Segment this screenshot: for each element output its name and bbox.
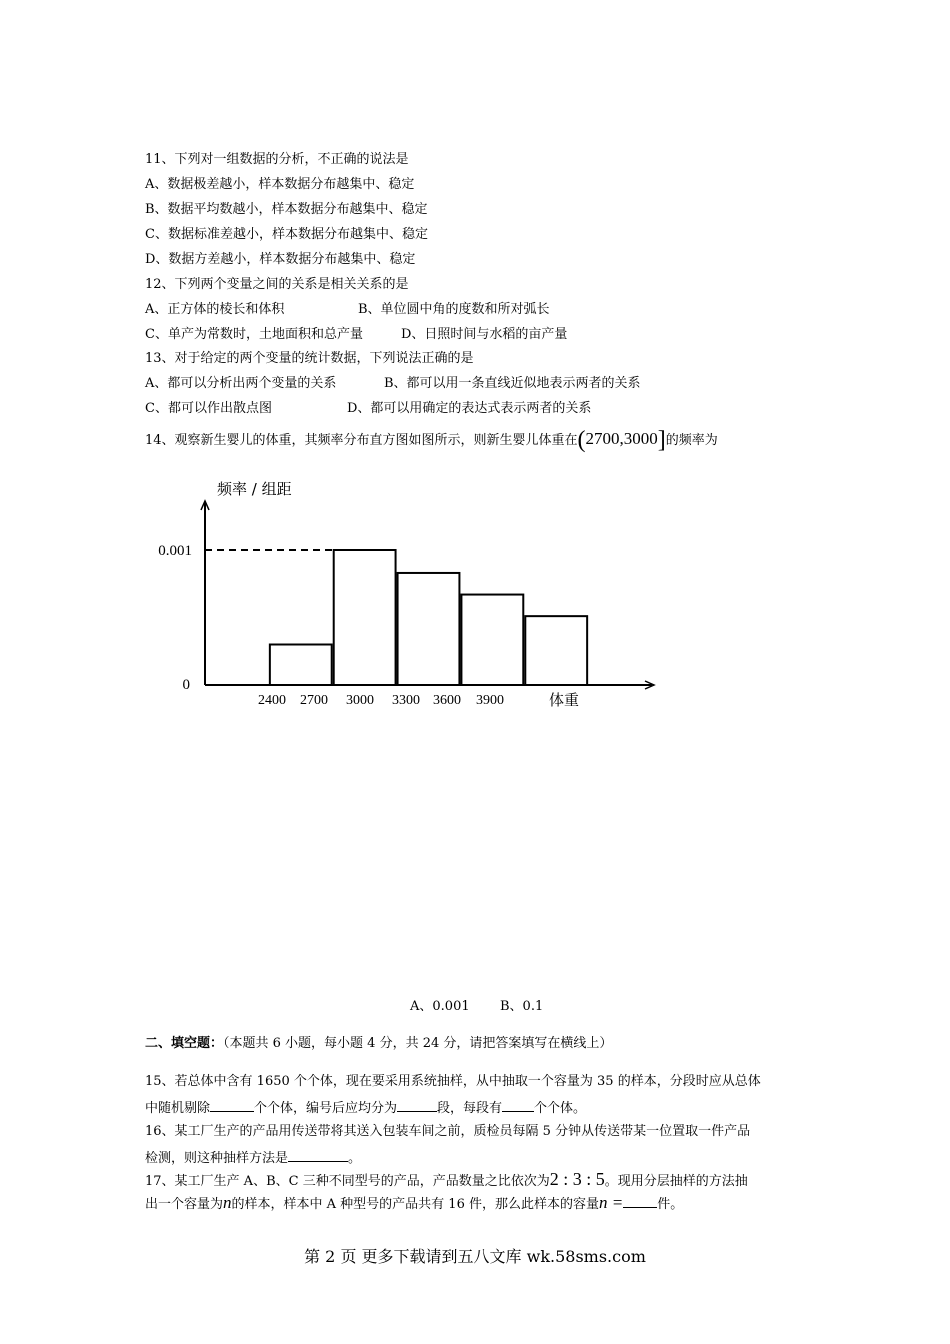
x-tick-label: 3300 [392, 693, 420, 708]
y-tick-label-max: 0.001 [158, 543, 192, 559]
x-tick-label: 3600 [433, 693, 461, 708]
q15-line1: 15、若总体中含有 1650 个个体，现在要采用系统抽样，从中抽取一个容量为 35 的样本，分段时应从总体 [145, 1074, 761, 1089]
q11-option-d: D、数据方差越小，样本数据分布越集中、稳定 [145, 252, 416, 267]
q13-stem: 13、对于给定的两个变量的统计数据，下列说法正确的是 [145, 351, 474, 366]
q16-line1: 16、某工厂生产的产品用传送带将其送入包装车间之前，质检员每隔 5 分钟从传送带某一位置取一件产品 [145, 1124, 751, 1139]
q14-option-b: B、0.1 [500, 999, 544, 1014]
q15-blank-1[interactable] [210, 1098, 254, 1112]
q17-var-n-eq: n = [598, 1193, 624, 1212]
q14-option-a: A、0.001 [410, 999, 470, 1014]
q14-stem [145, 427, 718, 453]
q12-option-d: D、日照时间与水稻的亩产量 [401, 327, 568, 342]
q14-stem-after: 的频率为 [665, 433, 718, 448]
q13-option-b: B、都可以用一条直线近似地表示两者的关系 [384, 376, 641, 391]
q17-blank[interactable] [623, 1194, 657, 1208]
q12-stem: 12、下列两个变量之间的关系是相关关系的是 [145, 277, 409, 292]
x-tick-label: 2400 [258, 693, 286, 708]
q13-option-d: D、都可以用确定的表达式表示两者的关系 [347, 401, 592, 416]
q16-blank[interactable] [288, 1148, 348, 1162]
histogram-bar [525, 616, 587, 685]
q17-line1: 17、某工厂生产 A、B、C 三种不同型号的产品，产品数量之比依次为2 : 3 : 5。现用分层抽样的方法抽 [145, 1169, 748, 1189]
histogram-bar [270, 645, 332, 686]
q12-option-c: C、单产为常数时，土地面积和总产量 [145, 327, 363, 342]
q11-option-a: A、数据极差越小，样本数据分布越集中、稳定 [145, 177, 415, 192]
page-footer: 第 2 页 更多下载请到五八文库 wk.58sms.com [304, 1247, 646, 1266]
histogram-bar [398, 573, 460, 685]
histogram-bar [461, 595, 523, 685]
y-axis-label: 频率 / 组距 [217, 480, 292, 498]
q11-stem: 11、下列对一组数据的分析，不正确的说法是 [145, 152, 409, 167]
q17-ratio: 2 : 3 : 5 [549, 1169, 605, 1189]
q17-line2: 出一个容量为n的样本，样本中 A 种型号的产品共有 16 件，那么此样本的容量n = 件。 [145, 1193, 684, 1212]
q11-option-c: C、数据标准差越小，样本数据分布越集中、稳定 [145, 227, 428, 242]
q11-option-b: B、数据平均数越小，样本数据分布越集中、稳定 [145, 202, 428, 217]
q15-blank-2[interactable] [397, 1098, 437, 1112]
q14-interval: (2700,3000] [577, 427, 666, 453]
y-tick-label-zero: 0 [182, 677, 190, 693]
q17-var-n: n [223, 1193, 232, 1212]
q14-stem-before: 14、观察新生婴儿的体重，其频率分布直方图如图所示，则新生婴儿体重在 [145, 433, 578, 448]
x-axis-label: 体重 [549, 691, 580, 709]
x-tick-label: 2700 [300, 693, 328, 708]
x-tick-label: 3000 [346, 693, 374, 708]
q15-line2: 中随机剔除 个个体，编号后应均分为 段，每段有 个个体。 [145, 1098, 586, 1118]
histogram-bar [334, 550, 396, 685]
section-2-header [145, 1035, 612, 1053]
q16-line2: 检测，则这种抽样方法是 。 [145, 1148, 361, 1168]
section-2-title: 二、填空题： [145, 1036, 224, 1051]
section-2-note: （本题共 6 小题，每小题 4 分，共 24 分，请把答案填写在横线上） [223, 1036, 613, 1051]
q13-option-a: A、都可以分析出两个变量的关系 [145, 376, 337, 391]
x-tick-label: 3900 [476, 693, 504, 708]
q15-blank-3[interactable] [502, 1098, 534, 1112]
frequency-histogram [140, 470, 680, 730]
q13-option-c: C、都可以作出散点图 [145, 401, 272, 416]
q12-option-b: B、单位圆中角的度数和所对弧长 [358, 302, 550, 317]
q12-option-a: A、正方体的棱长和体积 [145, 302, 285, 317]
